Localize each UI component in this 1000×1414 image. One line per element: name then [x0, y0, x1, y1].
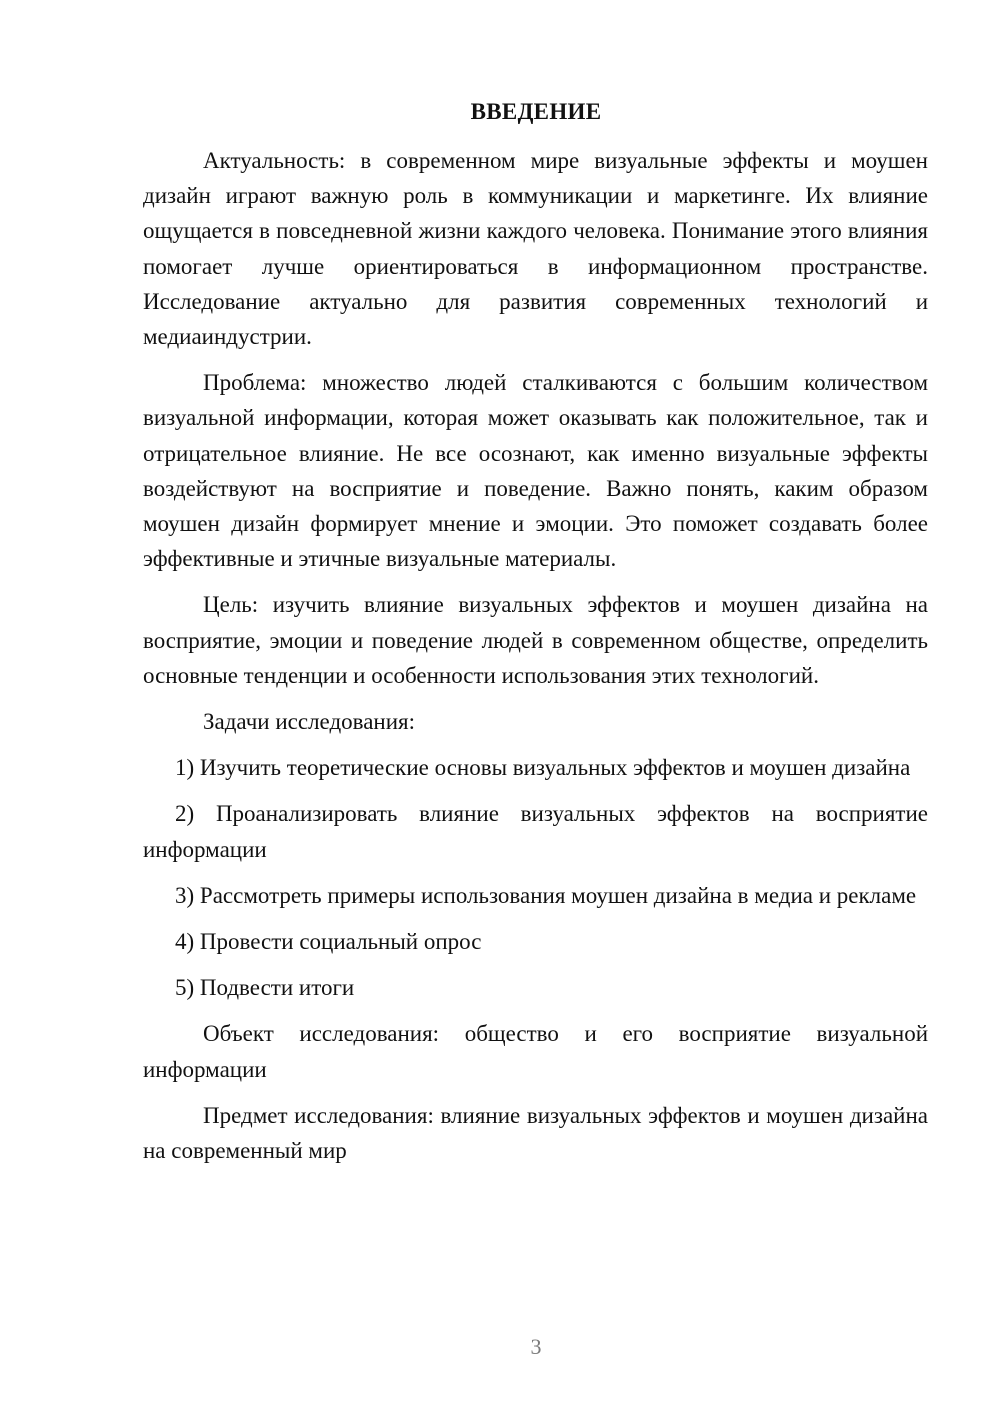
paragraph-subject: Предмет исследования: влияние визуальных эффектов и моушен дизайна на современный мир	[143, 1102, 928, 1164]
paragraph-relevance: Актуальность: в современном мире визуальные эффекты и моушен дизайн играют важную роль в коммуникации и маркетинге. Их влияние ощущается в повседневной жизни каждого человека. Понимание этого влияния помогает лучше ориентироваться в информационном пространстве. Исследование актуально для развития современных технологий и медиаиндустрии.	[143, 148, 928, 350]
paragraph-tasks-heading: Задачи исследования:	[203, 709, 416, 735]
task-item-4: 4) Провести социальный опрос	[175, 929, 482, 955]
task-item-5: 5) Подвести итоги	[175, 975, 355, 1001]
paragraph-goal: Цель: изучить влияние визуальных эффектов и моушен дизайна на восприятие, эмоции и поведение людей в современном обществе, определить основные тенденции и особенности использования этих технологий.	[143, 592, 928, 688]
document-body	[143, 143, 928, 1179]
task-item-1: 1) Изучить теоретические основы визуальных эффектов и моушен дизайна	[175, 755, 911, 781]
paragraph-object: Объект исследования: общество и его восприятие визуальной информации	[143, 1021, 928, 1082]
page-title: ВВЕДЕНИЕ	[470, 99, 602, 124]
page-number: 3	[530, 1334, 542, 1359]
paragraph-problem: Проблема: множество людей сталкиваются с большим количеством визуальной информации, которая может оказывать как положительное, так и отрицательное влияние. Не все осознают, как именно визуальные эффекты воздействуют на восприятие и поведение. Важно понять, каким образом моушен дизайн формирует мнение и эмоции. Это поможет создавать более эффективные и этичные визуальные материалы.	[143, 370, 928, 572]
task-item-2: 2) Проанализировать влияние визуальных эффектов на восприятие информации	[143, 801, 928, 862]
task-item-3: 3) Рассмотреть примеры использования моушен дизайна в медиа и рекламе	[175, 882, 917, 908]
